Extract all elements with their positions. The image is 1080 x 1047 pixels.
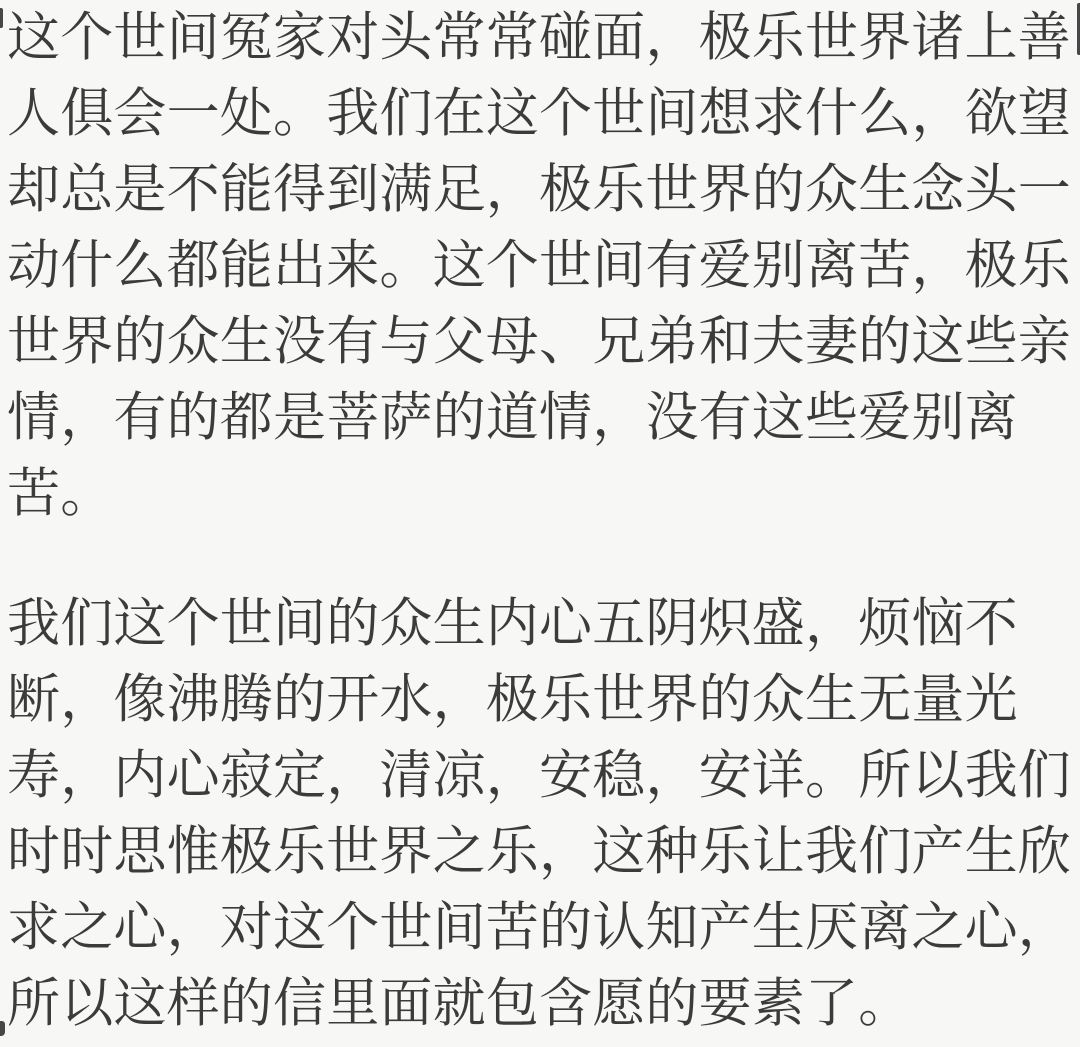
text-line: 时时思惟极乐世界之乐，这种乐让我们产生欣 [7,821,1071,882]
text-line: 所以这样的信里面就包含愿的要素了。 [7,973,912,1034]
text-line: 人俱会一处。我们在这个世间想求什么，欲望 [7,83,1071,144]
text-line: 世界的众生没有与父母、兄弟和夫妻的这些亲 [7,311,1071,372]
paragraph-2 [7,586,1074,1042]
text-line: 却总是不能得到满足，极乐世界的众生念头一 [7,159,1071,220]
text-line: 这个世间冤家对头常常碰面，极乐世界诸上善 [7,7,1071,68]
text-line: 寿，内心寂定，清凉，安稳，安详。所以我们 [7,745,1071,806]
text-line: 苦。 [7,463,114,524]
text-line: 断，像沸腾的开水，极乐世界的众生无量光 [7,669,1018,730]
text-line: 情，有的都是菩萨的道情，没有这些爱别离 [7,387,1018,448]
text-line: 我们这个世间的众生内心五阴炽盛，烦恼不 [7,593,1018,654]
paragraph-1 [7,0,1074,532]
text-line: 求之心，对这个世间苦的认知产生厌离之心， [7,897,1071,958]
text-line: 动什么都能出来。这个世间有爱别离苦，极乐 [7,235,1071,296]
